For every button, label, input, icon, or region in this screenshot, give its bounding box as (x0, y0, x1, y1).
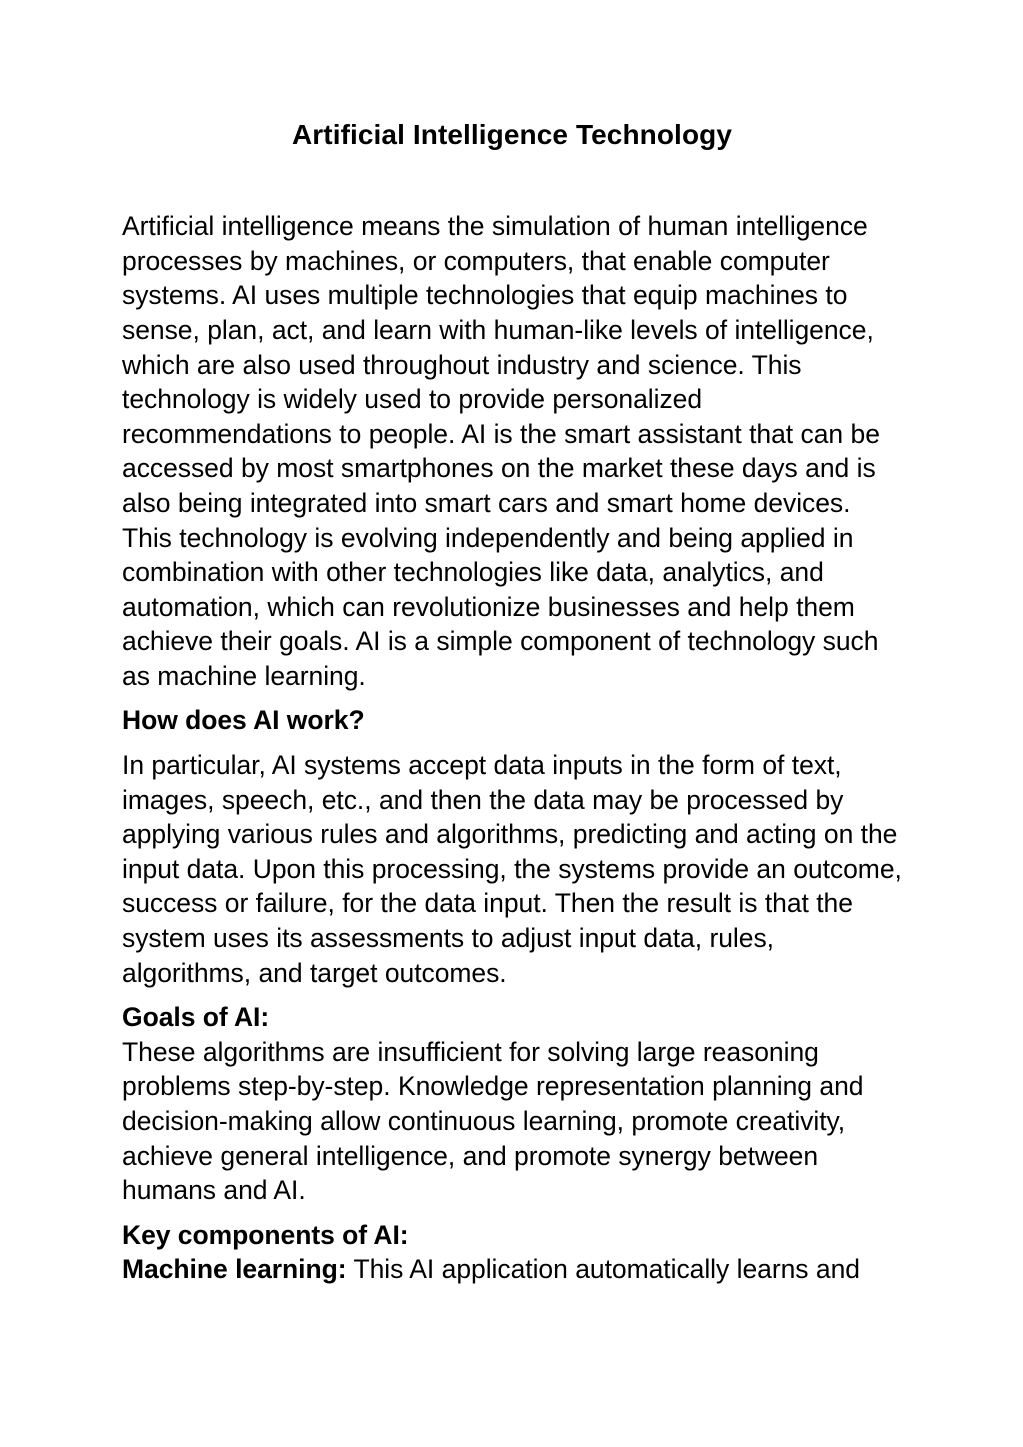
spacer-after-how-heading (122, 738, 902, 748)
heading-how-does-ai-work: How does AI work? (122, 705, 365, 736)
spacer-title-body (122, 152, 902, 209)
machine-learning-paragraph (122, 1252, 902, 1287)
spacer-before-goals-heading (122, 990, 902, 1000)
how-does-ai-work-paragraph: In particular, AI systems accept data inputs in the form of text, images, speech, etc., and then the data may be processed by applying various rules and algorithms, predicting and acting on the input data. Upon this processing, the systems provide an outcome, success or failure, for the data input. Then the result is that the system uses its assessments to adjust input data, rules, algorithms, and target outcomes. (122, 750, 902, 988)
machine-learning-text: This AI application automatically learns and (346, 1254, 860, 1285)
machine-learning-label: Machine learning: (122, 1254, 347, 1285)
heading-goals-of-ai: Goals of AI: (122, 1002, 270, 1033)
page-title: Artificial Intelligence Technology (291, 119, 733, 150)
heading-key-components-of-ai: Key components of AI: (122, 1219, 409, 1250)
document-content (122, 118, 902, 1287)
spacer-before-how-heading (122, 693, 902, 703)
intro-paragraph: Artificial intelligence means the simulation of human intelligence processes by machines, or computers, that enable computer systems. AI uses multiple technologies that equip machines to sense, plan, act, and learn with human-like levels of intelligence, which are also used throughout industry and science. This technology is widely used to provide personalized recommendations to people. AI is the smart assistant that can be accessed by most smartphones on the market these days and is also being integrated into smart cars and smart home devices. This technology is evolving independently and being applied in combination with other technologies like data, analytics, and automation, which can revolutionize businesses and help them achieve their goals. AI is a simple component of technology such as machine learning. (122, 211, 880, 691)
goals-of-ai-paragraph: These algorithms are insufficient for solving large reasoning problems step-by-step. Knowledge representation planning and decision-making allow continuous learning, promote creativity, achieve general intelligence, and promote synergy between humans and AI. (122, 1036, 864, 1206)
spacer-before-key-components-heading (122, 1208, 902, 1218)
